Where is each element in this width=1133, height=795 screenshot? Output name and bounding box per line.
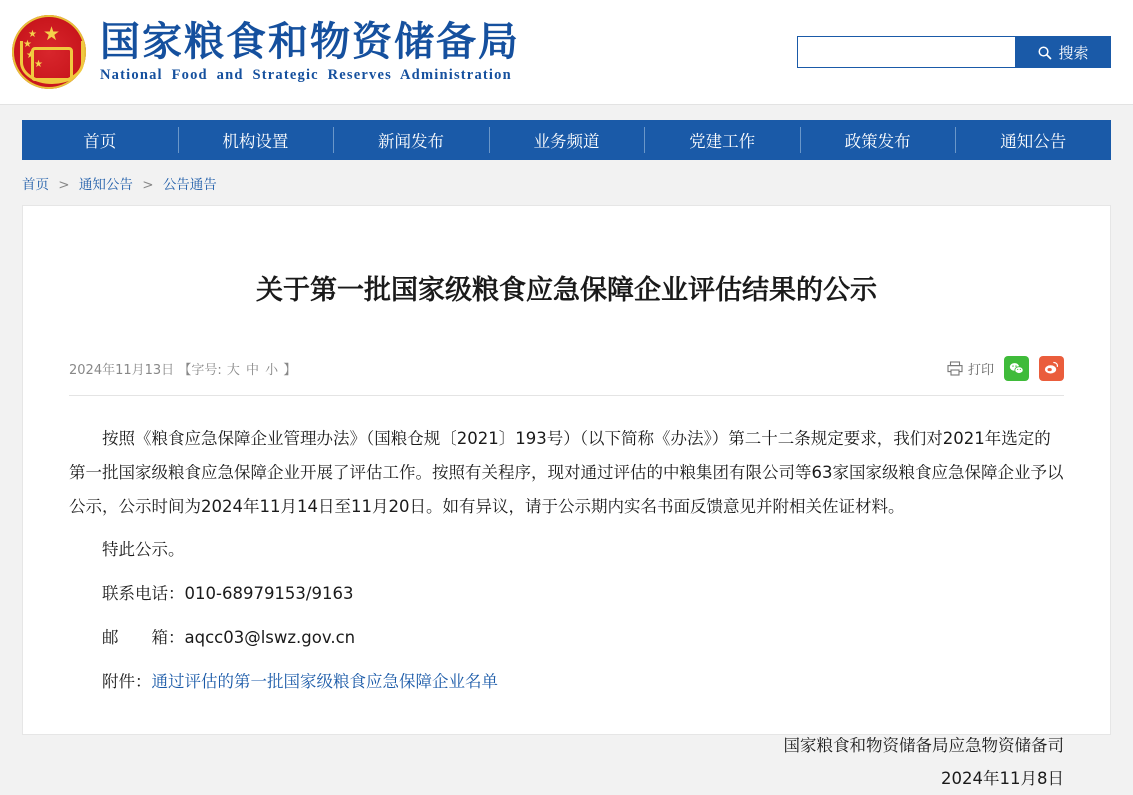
fontsize-small-button[interactable]: 小 <box>265 362 279 378</box>
nav-wrapper <box>0 105 1133 160</box>
breadcrumb <box>0 160 1133 205</box>
nav-item-news[interactable]: 新闻发布 <box>333 120 489 160</box>
weibo-share-icon[interactable] <box>1039 356 1064 381</box>
emblem-star: ★ <box>23 39 32 50</box>
emblem-star: ★ <box>34 59 43 70</box>
emblem-star: ★ <box>43 24 61 45</box>
printer-icon <box>947 361 963 376</box>
main-nav <box>22 120 1111 160</box>
article-paragraph: 特此公示。 <box>102 540 185 560</box>
brand-text <box>100 18 520 84</box>
nav-item-party[interactable]: 党建工作 <box>644 120 800 160</box>
search-button-label: 搜索 <box>1058 43 1089 62</box>
contact-email: 邮 箱：aqcc03@lswz.gov.cn <box>102 627 356 647</box>
nav-item-organization[interactable]: 机构设置 <box>178 120 334 160</box>
nav-item-notice[interactable]: 通知公告 <box>955 120 1111 160</box>
wechat-glyph-icon <box>1009 362 1024 375</box>
signature-organization: 国家粮食和物资储备局应急物资储备司 <box>783 735 1064 755</box>
breadcrumb-item-home[interactable]: 首页 <box>22 177 49 193</box>
breadcrumb-separator: > <box>58 177 70 193</box>
search-button[interactable] <box>1015 36 1111 68</box>
nav-item-policy[interactable]: 政策发布 <box>800 120 956 160</box>
attachment-label: 附件： <box>102 671 152 691</box>
wechat-share-icon[interactable] <box>1004 356 1029 381</box>
emblem-star: ★ <box>26 50 35 61</box>
national-emblem-icon <box>12 15 86 89</box>
emblem-star: ★ <box>28 29 37 40</box>
page-title: 关于第一批国家级粮食应急保障企业评估结果的公示 <box>256 275 877 307</box>
print-label: 打印 <box>967 362 994 378</box>
weibo-glyph-icon <box>1044 361 1059 375</box>
search-input[interactable] <box>797 36 1015 68</box>
print-button[interactable] <box>947 359 994 378</box>
contact-phone: 联系电话：010-68979153/9163 <box>102 584 354 604</box>
breadcrumb-item-announcement[interactable]: 公告通告 <box>162 177 217 193</box>
signature-date: 2024年11月8日 <box>941 768 1064 788</box>
search-icon <box>1037 45 1052 60</box>
site-header <box>0 0 1133 105</box>
article-meta-left <box>69 359 296 378</box>
breadcrumb-separator: > <box>142 177 154 193</box>
nav-item-business[interactable]: 业务频道 <box>489 120 645 160</box>
article-paragraph: 按照《粮食应急保障企业管理办法》（国粮仓规〔2021〕193号）（以下简称《办法》）第二十二条规定要求，我们对2021年选定的第一批国家级粮食应急保障企业开展了评估工作。按照有关程序，现对通过评估的中粮集团有限公司等63家国家级粮食应急保障企业予以公示，公示时间为2024年11月14日至11月20日。如有异议，请于公示期内实名书面反馈意见并附相关佐证材料。 <box>69 428 1064 516</box>
article-body <box>69 396 1064 699</box>
fontsize-large-button[interactable]: 大 <box>226 362 240 378</box>
breadcrumb-item-notice[interactable]: 通知公告 <box>78 177 133 193</box>
attachment-row <box>69 665 1064 699</box>
fontsize-label-prefix: 【字号: <box>178 362 222 378</box>
article-container <box>22 205 1111 788</box>
nav-item-home[interactable]: 首页 <box>83 132 117 151</box>
article-signature <box>69 729 1064 795</box>
fontsize-medium-button[interactable]: 中 <box>246 362 260 378</box>
brand-title-cn: 国家粮食和物资储备局 <box>100 18 520 65</box>
article-date: 2024年11月13日 <box>69 362 175 378</box>
site-brand[interactable] <box>12 15 520 89</box>
emblem-gear-icon <box>31 47 73 81</box>
brand-title-en: National Food and Strategic Reserves Administration <box>100 66 512 83</box>
article-meta-right <box>947 356 1064 381</box>
article-meta-row <box>69 332 1064 396</box>
fontsize-label-suffix: 】 <box>283 362 297 378</box>
search-box[interactable] <box>797 36 1111 68</box>
attachment-link[interactable]: 通过评估的第一批国家级粮食应急保障企业名单 <box>151 671 498 691</box>
